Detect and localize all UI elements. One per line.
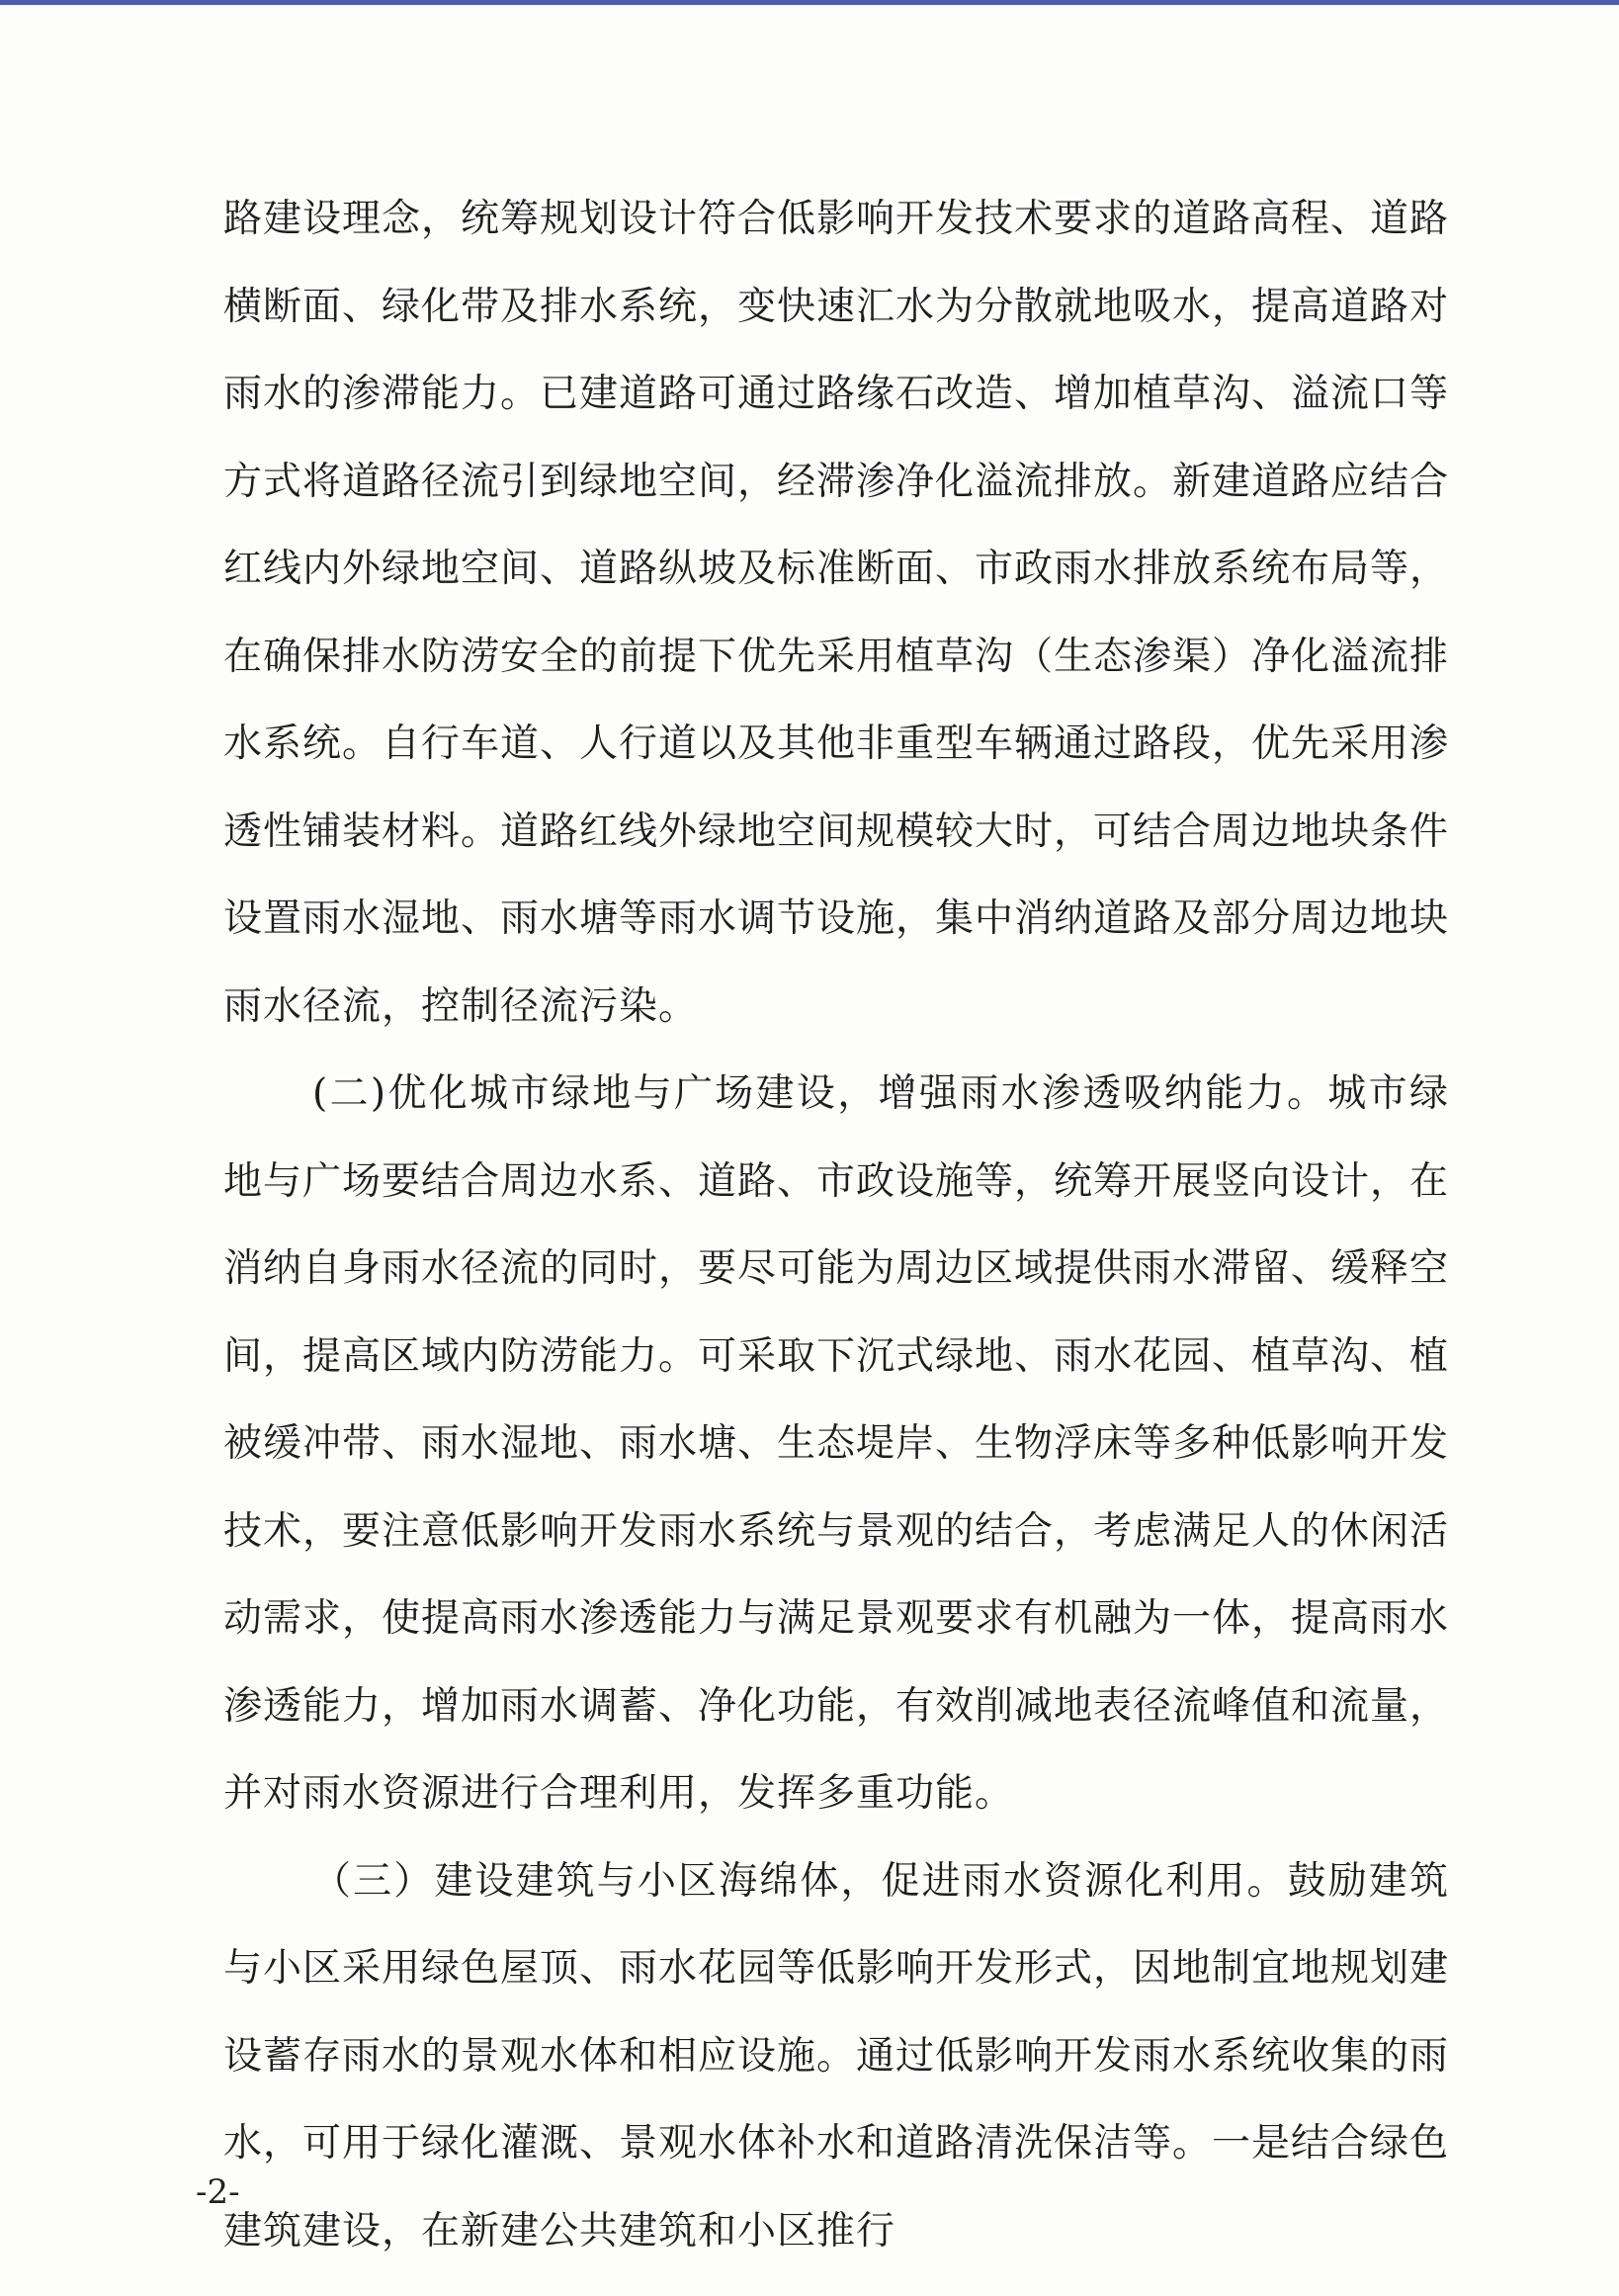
paragraph-text: 路建设理念，统筹规划设计符合低影响开发技术要求的道路高程、道路横断面、绿化带及排水系统，变快速汇水为分散就地吸水，提高道路对雨水的渗滞能力。已建道路可通过路缘石改造、增加植草沟、溢流口等方式将道路径流引到绿地空间，经滞渗净化溢流排放。新建道路应结合红线内外绿地空间、道路纵坡及标准断面、市政雨水排放系统布局等，在确保排水防涝安全的前提下优先采用植草沟（生态渗渠）净化溢流排水系统。自行车道、人行道以及其他非重型车辆通过路段，优先采用渗透性铺装材料。道路红线外绿地空间规模较大时，可结合周边地块条件设置雨水湿地、雨水塘等雨水调节设施，集中消纳道路及部分周边地块雨水径流，控制径流污染。 (223, 197, 1450, 1029)
page-number: -2- (196, 2172, 240, 2212)
paragraph-building-sponge (223, 1838, 1449, 2276)
scan-top-edge (0, 0, 1619, 5)
paragraph-heading: （三）建设建筑与小区海绵体，促进雨水资源化利用。 (312, 1858, 1288, 1904)
paragraph-green-space-plaza (223, 1051, 1449, 1838)
paragraph-road-construction (223, 176, 1449, 1051)
paragraph-heading: (二)优化城市绿地与广场建设，增强雨水渗透吸纳能力。 (312, 1071, 1328, 1116)
paragraph-text: 城市绿地与广场要结合周边水系、道路、市政设施等，统筹开展竖向设计，在消纳自身雨水径流的同时，要尽可能为周边区域提供雨水滞留、缓释空间，提高区域内防涝能力。可采取下沉式绿地、雨水花园、植草沟、植被缓冲带、雨水湿地、雨水塘、生态堤岸、生物浮床等多种低影响开发技术，要注意低影响开发雨水系统与景观的结合，考虑满足人的休闲活动需求，使提高雨水渗透能力与满足景观要求有机融为一体，提高雨水渗透能力，增加雨水调蓄、净化功能，有效削减地表径流峰值和流量，并对雨水资源进行合理利用，发挥多重功能。 (223, 1071, 1450, 1816)
document-body (223, 176, 1449, 2275)
paragraph-text: 鼓励建筑与小区采用绿色屋顶、雨水花园等低影响开发形式，因地制宜地规划建设蓄存雨水的景观水体和相应设施。通过低影响开发雨水系统收集的雨水，可用于绿化灌溉、景观水体补水和道路清洗保洁等。一是结合绿色建筑建设，在新建公共建筑和小区推行 (223, 1858, 1450, 2253)
